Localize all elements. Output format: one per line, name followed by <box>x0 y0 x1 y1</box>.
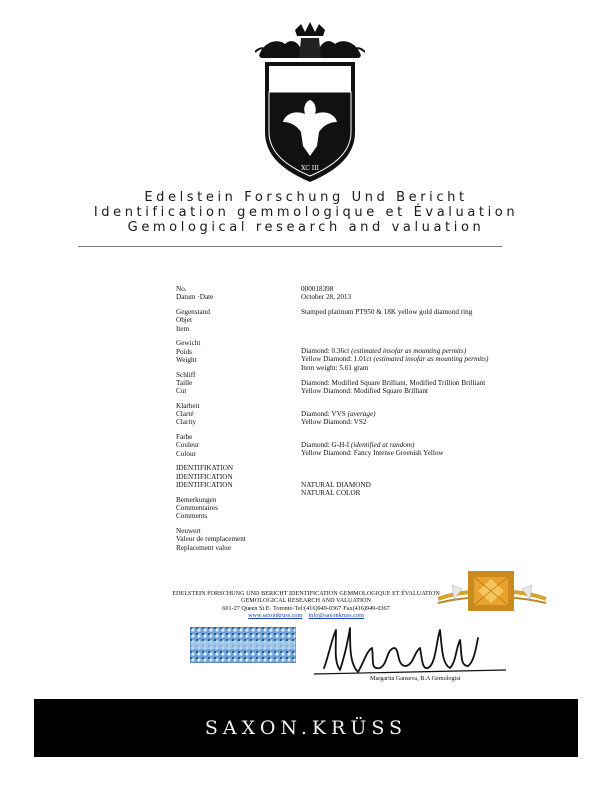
label-cut-en: Cut <box>176 387 187 396</box>
brand-band <box>34 699 578 757</box>
footer-line-2: GEMOLOGICAL RESEARCH AND VALUATION <box>241 597 371 605</box>
label-value-en: Replacement value <box>176 543 231 552</box>
label-weight-fr: Poids <box>176 347 192 356</box>
value-weight-2-note: (estimated insofar as mounting permits) <box>373 355 489 364</box>
label-colour-en: Colour <box>176 449 196 458</box>
label-colour-fr: Couleur <box>176 441 200 450</box>
value-weight-3: Item weight: 5.61 gram <box>301 363 369 372</box>
crest-motto: XC III <box>301 165 319 172</box>
brand-name: SAXON.KRÜSS <box>204 717 408 739</box>
header-line-french: Identification gemmologique et Évaluation <box>93 205 519 220</box>
value-ident-1: NATURAL DIAMOND <box>301 480 371 489</box>
header-line-english: Gemological research and valuation <box>127 220 485 235</box>
label-cut-fr: Taille <box>176 378 193 387</box>
label-weight-de: Gewicht <box>176 339 201 348</box>
label-clarity-fr: Clarté <box>176 410 194 419</box>
label-colour-de: Farbe <box>176 433 193 442</box>
value-weight-2: Yellow Diamond: 1.01ct (estimated insofar as mounting permits) <box>301 355 489 364</box>
label-value-fr: Valeur de remplacement <box>176 535 246 544</box>
value-colour-note: (identified at random) <box>350 441 415 450</box>
label-cut-de: Schliff <box>176 370 196 379</box>
label-clarity-en: Clarity <box>176 418 196 427</box>
label-ident-en: IDENTIFICATION <box>176 480 233 489</box>
value-colour-2: Yellow Diamond: Fancy Intense Greenish Yellow <box>301 449 444 458</box>
hologram-seal <box>190 627 296 663</box>
value-ident-2: NATURAL COLOR <box>301 489 361 497</box>
label-item-de: Gegenstand <box>176 307 210 316</box>
label-remarks-en: Comments <box>176 512 208 521</box>
label-remarks-de: Bemerkungen <box>176 495 217 504</box>
gemologist-name: Margarita Ganseva, B.A Gemologist <box>370 675 461 682</box>
footer-line-3: 601-27 Queen St E· Toronto·Tel:(416)949-0367·Fax(416)949-0367 <box>222 604 390 612</box>
value-clarity-1: Diamond: VVS (average) <box>301 409 376 418</box>
label-item-en: Item <box>176 324 190 333</box>
crest-logo <box>255 22 365 184</box>
value-date: October 28, 2013 <box>301 293 352 302</box>
value-clarity-2: Yellow Diamond: VS2 <box>301 418 367 427</box>
value-weight-1: Diamond: 0.36ct (estimated insofar as mounting permits) <box>301 347 467 355</box>
value-no: 000018398 <box>301 285 334 293</box>
label-weight-en: Weight <box>176 355 197 364</box>
signature <box>310 618 510 680</box>
label-value-de: Neuwert <box>176 526 201 535</box>
field-labels <box>176 285 246 552</box>
header-line-german: Edelstein Forschung Und Bericht <box>144 190 468 205</box>
label-remarks-fr: Commentaires <box>176 503 218 512</box>
value-colour-1: Diamond: G-H-I (identified at random) <box>301 441 415 450</box>
value-cut-1: Diamond: Modified Square Brilliant, Modified Trillion Brilliant <box>301 378 486 387</box>
label-no: No. <box>176 285 187 293</box>
footer-line-1: EDELSTEIN FORSCHUNG UND BERICHT IDENTIFICATION GEMMOLOGIQUE ET ÉVALUATION <box>172 590 440 597</box>
label-date: Datum ·Date <box>176 293 214 302</box>
value-item: Stamped platinum PT950 & 18K yellow gold diamond ring <box>301 308 473 316</box>
value-cut-2: Yellow Diamond: Modified Square Brilliant <box>301 386 429 395</box>
label-ident-de: IDENTIFIKATION <box>176 464 234 473</box>
email-link[interactable]: info@saxonkruss.com <box>308 612 364 620</box>
website-link[interactable]: www.saxonkruss.com <box>248 612 303 620</box>
header-divider <box>78 246 502 247</box>
label-clarity-de: Klarheit <box>176 401 200 410</box>
value-clarity-note: (average) <box>347 409 376 418</box>
footer-address-block <box>0 590 612 620</box>
value-weight-1-note: (estimated insofar as mounting permits) <box>351 347 467 355</box>
label-ident-fr: IDENTIFICATION <box>176 472 233 481</box>
label-item-fr: Objet <box>176 316 192 325</box>
footer-web-line <box>0 612 612 619</box>
